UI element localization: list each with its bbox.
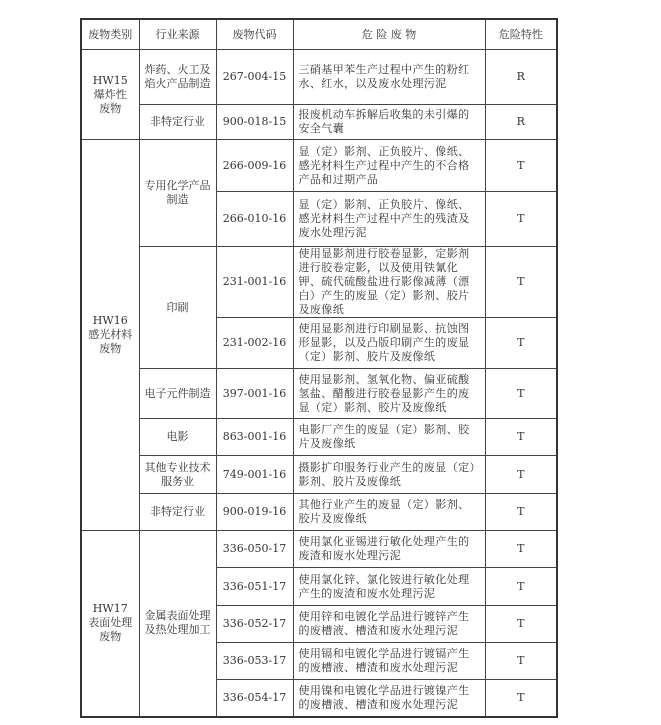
waste-code-cell: 231-001-16 <box>216 247 293 318</box>
table-row <box>81 456 557 494</box>
waste-code-cell: 266-009-16 <box>216 140 293 192</box>
header-row <box>81 19 557 50</box>
waste-description-cell: 使用显影剂进行印刷显影、抗蚀图形显影，以及凸版印刷产生的废显（定）影剂、胶片及废像纸 <box>293 318 485 369</box>
hazard-property-cell: T <box>485 606 557 643</box>
hazard-property-cell: T <box>485 680 557 717</box>
waste-code-cell: 336-050-17 <box>216 531 293 568</box>
waste-description-cell: 摄影扩印服务行业产生的废显（定）影剂、胶片及废像纸 <box>293 456 485 494</box>
hazardous-waste-table <box>80 18 558 718</box>
industry-source-cell: 非特定行业 <box>139 105 216 140</box>
industry-source-cell: 金属表面处理及热处理加工 <box>139 531 216 717</box>
hazard-property-cell: R <box>485 105 557 140</box>
hazard-property-cell: R <box>485 50 557 105</box>
waste-description-cell: 使用镍和电镀化学品进行镀镍产生的废槽液、槽渣和废水处理污泥 <box>293 680 485 717</box>
waste-description-cell: 使用显影剂、氢氧化物、偏亚硫酸氢盐、醋酸进行胶卷显影产生的废显（定）影剂、胶片及废像纸 <box>293 369 485 419</box>
header-source: 行业来源 <box>139 19 216 50</box>
waste-category-cell: HW16 感光材料 废物 <box>81 140 139 531</box>
waste-category-cell: HW15 爆炸性 废物 <box>81 50 139 140</box>
waste-description-cell: 使用氯化亚锡进行敏化处理产生的废渣和废水处理污泥 <box>293 531 485 568</box>
hazard-property-cell: T <box>485 531 557 568</box>
waste-code-cell: 336-054-17 <box>216 680 293 717</box>
waste-description-cell: 其他行业产生的废显（定）影剂、胶片及废像纸 <box>293 494 485 531</box>
header-hazard: 危险特性 <box>485 19 557 50</box>
table-row <box>81 140 557 192</box>
waste-description-cell: 使用显影剂进行胶卷显影，定影剂进行胶卷定影，以及使用铁氰化钾、硫代硫酸盐进行影像减薄（漂白）产生的废显（定）影剂、胶片及废像纸 <box>293 247 485 318</box>
waste-code-cell: 900-019-16 <box>216 494 293 531</box>
table-row <box>81 419 557 456</box>
hazard-property-cell: T <box>485 568 557 606</box>
industry-source-cell: 炸药、火工及焰火产品制造 <box>139 50 216 105</box>
hazard-property-cell: T <box>485 494 557 531</box>
waste-code-cell: 749-001-16 <box>216 456 293 494</box>
hazard-property-cell: T <box>485 192 557 247</box>
waste-description-cell: 报废机动车拆解后收集的未引爆的安全气囊 <box>293 105 485 140</box>
waste-code-cell: 266-010-16 <box>216 192 293 247</box>
industry-source-cell: 专用化学产品制造 <box>139 140 216 247</box>
waste-description-cell: 显（定）影剂、正负胶片、像纸、感光材料生产过程中产生的残渣及废水处理污泥 <box>293 192 485 247</box>
industry-source-cell: 电子元件制造 <box>139 369 216 419</box>
hazard-property-cell: T <box>485 247 557 318</box>
waste-code-cell: 336-051-17 <box>216 568 293 606</box>
table-row <box>81 247 557 318</box>
hazard-property-cell: T <box>485 419 557 456</box>
industry-source-cell: 电影 <box>139 419 216 456</box>
waste-description-cell: 电影厂产生的废显（定）影剂、胶片及废像纸 <box>293 419 485 456</box>
industry-source-cell: 其他专业技术服务业 <box>139 456 216 494</box>
waste-code-cell: 267-004-15 <box>216 50 293 105</box>
waste-code-cell: 397-001-16 <box>216 369 293 419</box>
table-row <box>81 494 557 531</box>
table-row <box>81 369 557 419</box>
waste-code-cell: 336-053-17 <box>216 643 293 680</box>
hazard-property-cell: T <box>485 643 557 680</box>
industry-source-cell: 非特定行业 <box>139 494 216 531</box>
waste-description-cell: 三硝基甲苯生产过程中产生的粉红水、红水，以及废水处理污泥 <box>293 50 485 105</box>
waste-code-cell: 900-018-15 <box>216 105 293 140</box>
waste-category-cell: HW17 表面处理 废物 <box>81 531 139 717</box>
hazard-property-cell: T <box>485 318 557 369</box>
waste-description-cell: 使用镉和电镀化学品进行镀镉产生的废槽液、槽渣和废水处理污泥 <box>293 643 485 680</box>
header-category: 废物类别 <box>81 19 139 50</box>
table-row <box>81 105 557 140</box>
waste-code-cell: 231-002-16 <box>216 318 293 369</box>
header-waste: 危 险 废 物 <box>293 19 485 50</box>
waste-description-cell: 显（定）影剂、正负胶片、像纸、感光材料生产过程中产生的不合格产品和过期产品 <box>293 140 485 192</box>
table-row <box>81 50 557 105</box>
hazard-property-cell: T <box>485 140 557 192</box>
waste-code-cell: 863-001-16 <box>216 419 293 456</box>
waste-description-cell: 使用氯化锌、氯化铵进行敏化处理产生的废渣和废水处理污泥 <box>293 568 485 606</box>
table-row <box>81 531 557 568</box>
hazard-property-cell: T <box>485 456 557 494</box>
industry-source-cell: 印刷 <box>139 247 216 369</box>
waste-code-cell: 336-052-17 <box>216 606 293 643</box>
waste-description-cell: 使用锌和电镀化学品进行镀锌产生的废槽液、槽渣和废水处理污泥 <box>293 606 485 643</box>
header-code: 废物代码 <box>216 19 293 50</box>
hazard-property-cell: T <box>485 369 557 419</box>
